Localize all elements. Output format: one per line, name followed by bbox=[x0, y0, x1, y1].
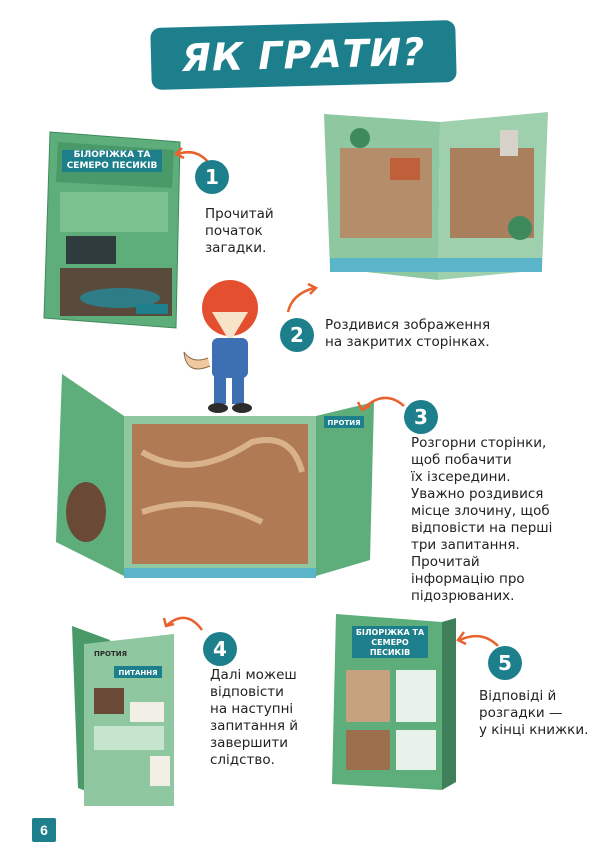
step-5-badge: 5 bbox=[488, 646, 522, 680]
arrow-icon-3 bbox=[352, 388, 408, 416]
answers-title-line1: БІЛОРІЖКА ТА bbox=[355, 628, 425, 637]
step-4-badge: 4 bbox=[203, 632, 237, 666]
questions-header-label: ПРОТИЯ bbox=[94, 650, 127, 658]
title-banner bbox=[150, 20, 457, 90]
arrow-icon-2 bbox=[282, 282, 322, 316]
questions-label: ПИТАННЯ bbox=[118, 669, 158, 677]
book-title-band bbox=[62, 150, 162, 172]
answers-title-band bbox=[352, 628, 428, 658]
step-3-text: Розгорни сторінки, щоб побачити їх ізсередини. Уважно роздивися місце злочину, щоб відповісти на перші три запитання. Прочитай інформацію про підозрюваних. bbox=[411, 435, 553, 604]
page-title: ЯК ГРАТИ? bbox=[181, 29, 426, 81]
step-1-badge: 1 bbox=[195, 160, 229, 194]
step-2-badge: 2 bbox=[280, 318, 314, 352]
arrow-icon-4 bbox=[160, 608, 206, 636]
step-5-text: Відповіді й розгадки — у кінці книжки. bbox=[479, 688, 589, 738]
book-title-line1: БІЛОРІЖКА ТА bbox=[73, 150, 151, 160]
page-number: 6 bbox=[32, 818, 56, 842]
step-1-text: Прочитай початок загадки. bbox=[205, 206, 274, 256]
answers-title-line2: СЕМЕРО ПЕСИКІВ bbox=[369, 638, 411, 657]
closed-pages-illustration bbox=[320, 108, 552, 290]
spread-header-label: ПРОТИЯ bbox=[327, 419, 361, 427]
book-title-line2: СЕМЕРО ПЕСИКІВ bbox=[66, 161, 158, 171]
step-3-badge: 3 bbox=[404, 400, 438, 434]
step-4-text: Далі можеш відповісти на наступні запитання й завершити слідство. bbox=[210, 667, 299, 768]
step-2-text: Роздивися зображення на закритих сторінках. bbox=[325, 317, 491, 350]
unfolded-spread-illustration bbox=[52, 372, 378, 586]
questions-pages-illustration bbox=[70, 622, 178, 810]
